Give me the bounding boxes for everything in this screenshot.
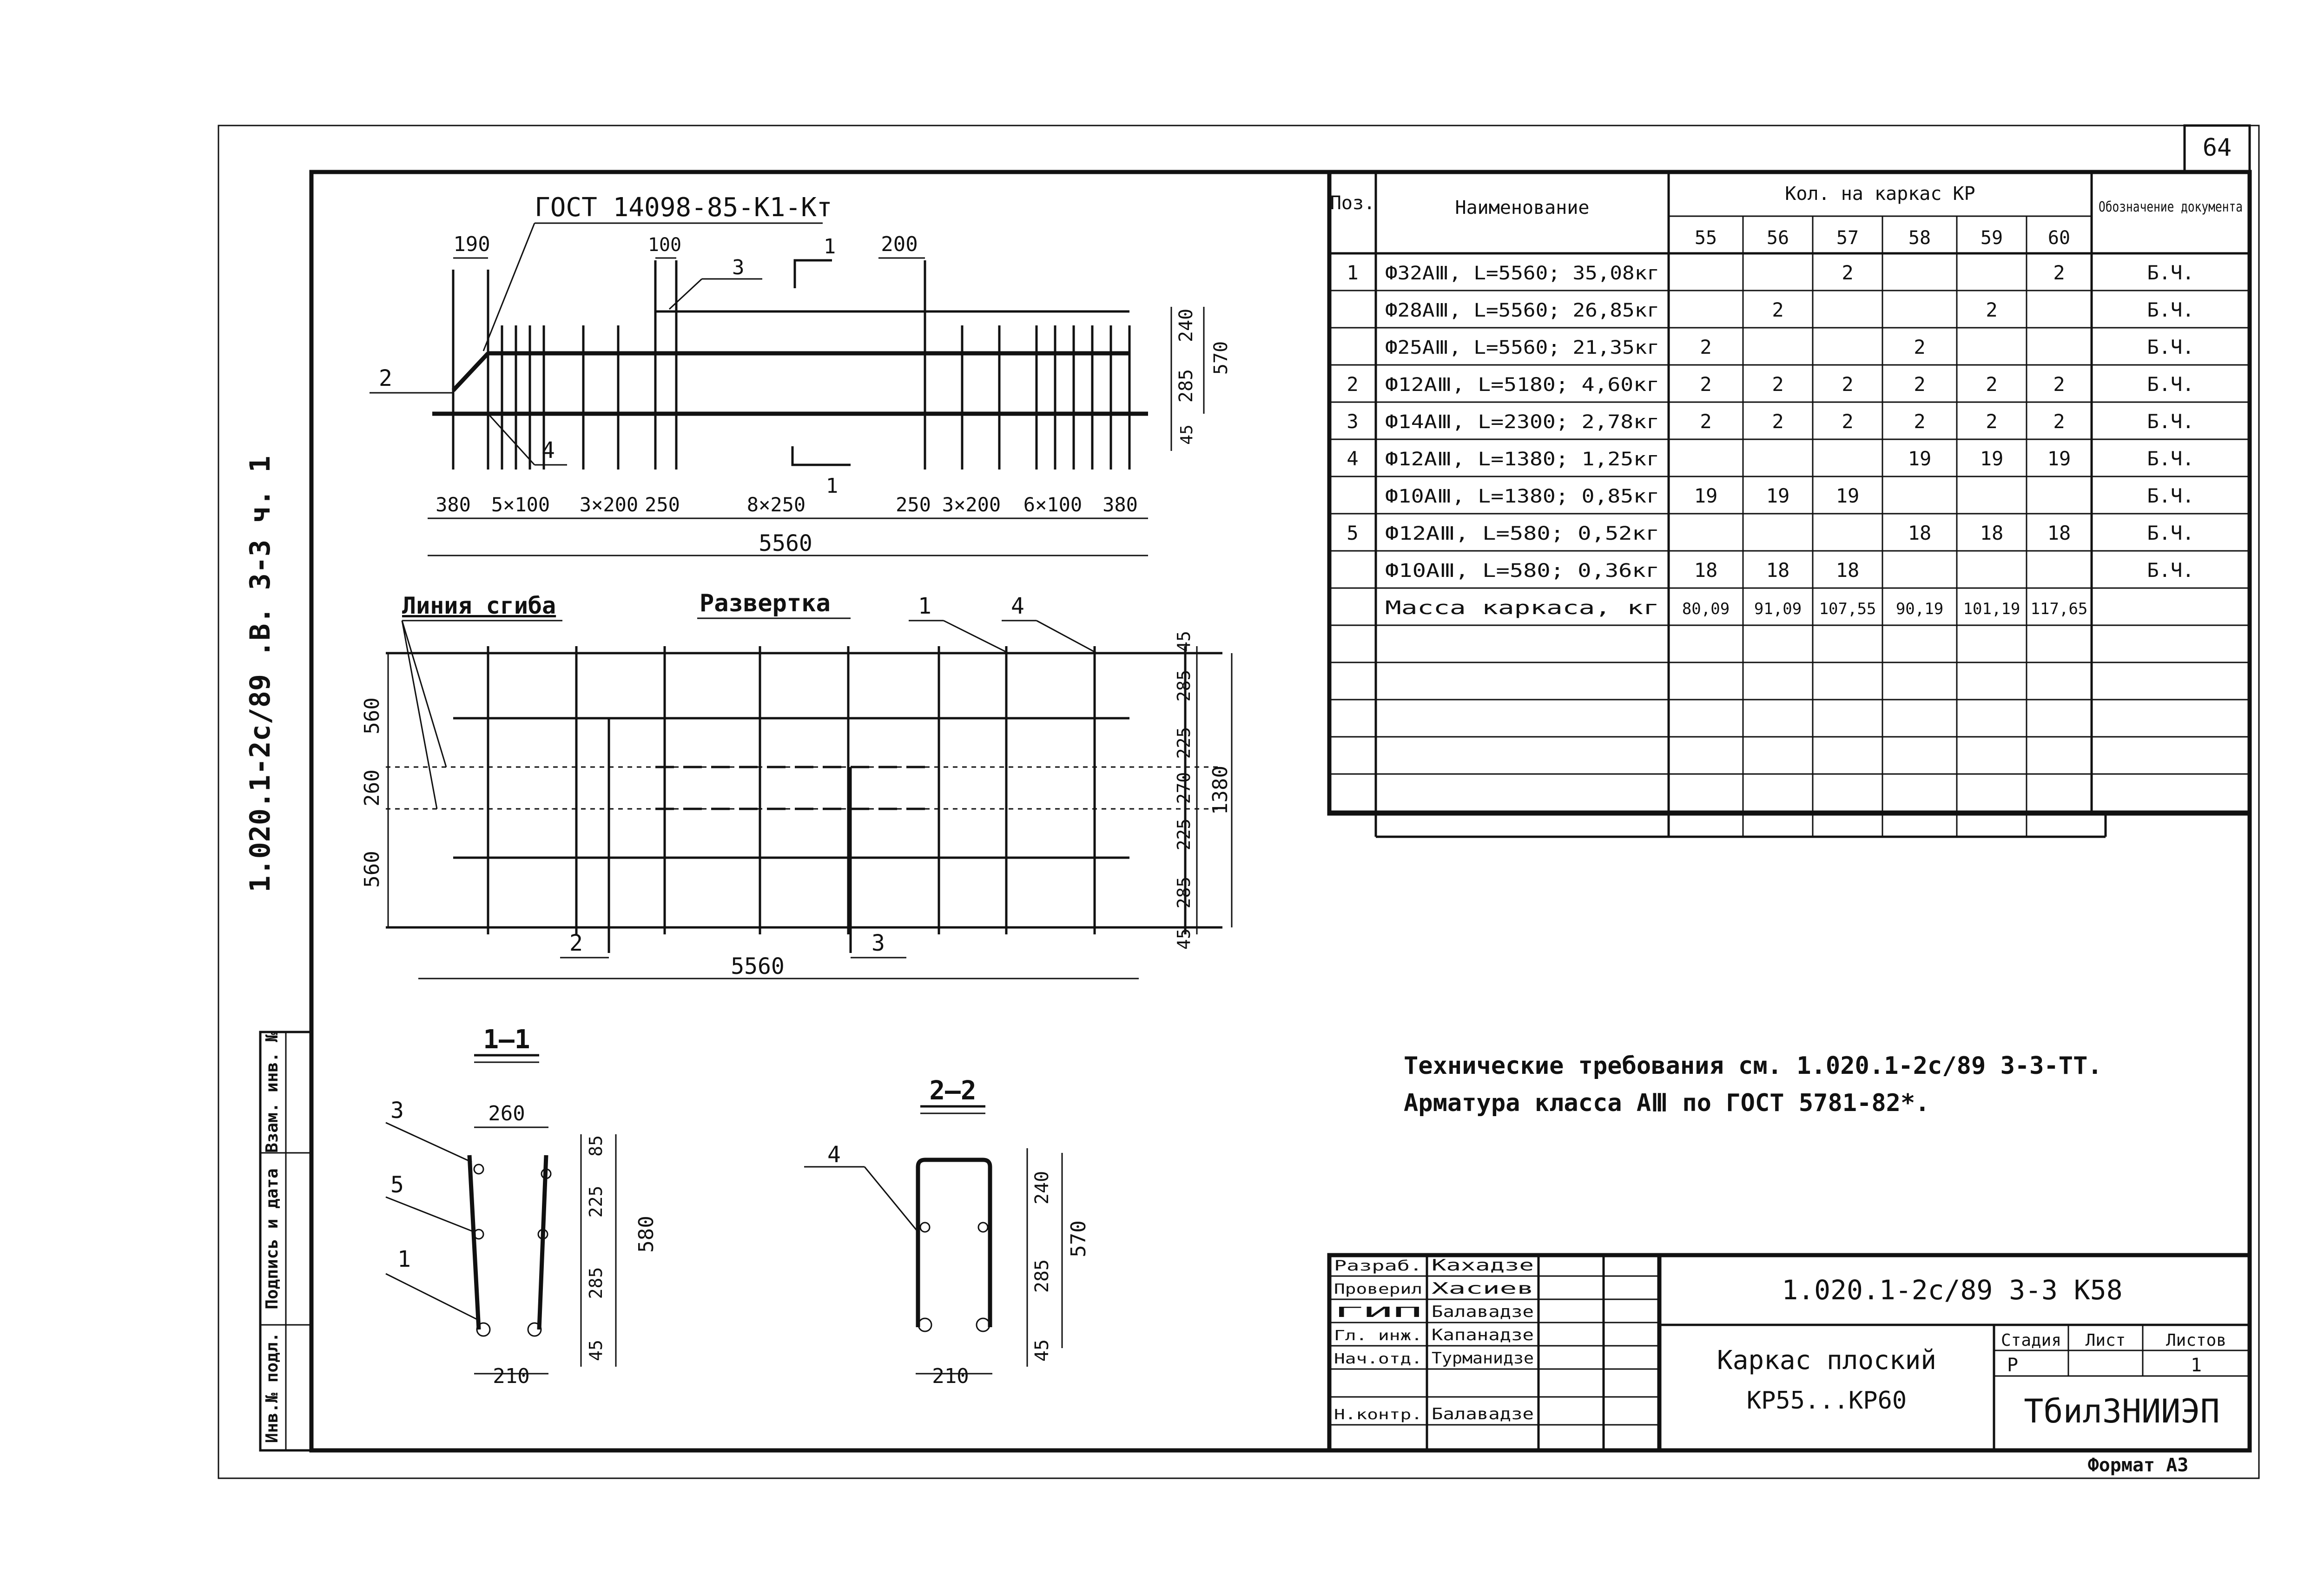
spec-row-qty: 2 [1700,373,1712,396]
dim-570: 570 [1210,341,1232,375]
dev-total-length: 5560 [731,953,785,979]
spec-row-qty: 2 [1986,373,1998,396]
section-2-callout-4: 4 [827,1142,841,1168]
section-2-dim-285: 285 [1031,1259,1053,1293]
dev-right-dim-6: 285 [1174,876,1194,909]
spec-row-qty: 18 [1835,559,1860,582]
qty-col-header: 60 [2047,227,2071,249]
bottom-dim-4: 250 [645,493,680,516]
dev-right-total: 1380 [1208,766,1232,815]
sheets-value: 1 [2190,1355,2202,1376]
title-person: Хасиев [1432,1279,1534,1298]
section-2-total: 570 [1067,1220,1090,1257]
spec-row-qty: 2 [2053,410,2065,433]
dim-200: 200 [881,232,918,256]
spec-row-qty: 2 [1700,336,1712,358]
sheet-header: Лист [2085,1331,2126,1350]
qty-col-header: 58 [1908,227,1931,249]
section-1-1 [386,1025,658,1388]
dev-callout-4: 4 [1011,593,1024,619]
spec-row-qty: 18 [1980,522,2004,544]
development-bars [488,646,1185,953]
spec-row-name: Ф28АⅢ, L=5560; 26,85кг [1385,300,1659,321]
spec-row-name: Ф10АⅢ, L=580; 0,36кг [1385,560,1659,582]
title-person: Турманидзе [1432,1349,1534,1368]
spec-row-doc: Б.Ч. [2147,484,2194,507]
sheets-header: Листов [2166,1331,2227,1350]
title-role: Разраб. [1334,1258,1422,1274]
left-stamp-strip [260,1032,311,1450]
dev-right-dim-2: 285 [1174,669,1194,702]
dev-right-dim-7: 45 [1174,928,1194,950]
section-mark-bottom: 1 [825,474,838,498]
section-mark-top: 1 [823,235,836,258]
spec-row-qty: 2 [1772,298,1784,321]
spec-row-name: Ф12АⅢ, L=5180; 4,60кг [1385,374,1659,396]
spec-row-qty: 117,65 [2030,600,2088,618]
spec-row-doc: Б.Ч. [2147,373,2194,396]
strip-label-sign: Подпись и дата [263,1168,282,1310]
bottom-dim-3: 3×200 [579,493,639,516]
spec-row-qty: 2 [1772,410,1784,433]
qty-col-header: 55 [1694,227,1717,249]
spec-row-doc: Б.Ч. [2147,447,2194,470]
qty-col-header: 59 [1980,227,2003,249]
development-title: Развертка [700,589,831,617]
section-2-dim-240: 240 [1031,1171,1053,1205]
spec-row-name: Ф32АⅢ, L=5560; 35,08кг [1385,263,1659,284]
spec-row-name: Ф25АⅢ, L=5560; 21,35кг [1385,337,1659,358]
section-1-total: 580 [634,1216,658,1253]
spec-row-qty: 19 [1694,484,1718,507]
dev-callout-2: 2 [569,930,583,956]
header-pos: Поз. [1330,192,1375,214]
strip-label-inv: Инв.№ подл. [263,1332,282,1443]
development-view [360,589,1232,979]
title-role: ГИП [1334,1304,1422,1321]
section-1-dim-285: 285 [586,1267,606,1299]
sheet-number-box [2185,126,2250,172]
spec-row-qty: 2 [1986,298,1998,321]
bottom-dim-9: 380 [1103,493,1138,516]
spec-row-qty: 2 [1700,410,1712,433]
dev-callout-1: 1 [918,593,931,619]
spec-row-pos: 1 [1347,261,1359,284]
bottom-dim-7: 3×200 [942,493,1001,516]
side-document-code: 1.020.1-2с/89 .В. 3-3 ч. 1 [244,456,277,893]
spec-row-pos: 4 [1347,447,1359,470]
spec-row-qty: 2 [1914,373,1926,396]
doc-code: 1.020.1-2с/89 3-3 К58 [1782,1274,2123,1306]
spec-row-name: Ф14АⅢ, L=2300; 2,78кг [1385,411,1659,433]
section-1-dim-top: 260 [488,1102,525,1125]
section-1-title: 1–1 [483,1025,530,1055]
spec-row-qty: 2 [1914,336,1926,358]
elevation-total-length: 5560 [759,530,812,556]
spec-row-doc: Б.Ч. [2147,559,2194,582]
section-1-dim-bottom: 210 [493,1364,530,1388]
section-1-dim-45: 45 [586,1340,606,1361]
spec-table [1329,172,2250,837]
dev-left-dim-560b: 560 [360,851,384,888]
section-1-dim-85: 85 [586,1135,606,1157]
dev-left-dim-560a: 560 [360,697,384,734]
spec-row-qty: 2 [1842,261,1854,284]
stage-value: Р [2007,1355,2019,1376]
note-1: Технические требования см. 1.020.1-2с/89 3-3-ТТ. [1404,1052,2102,1080]
dim-240: 240 [1175,308,1197,343]
title-role: Н.контр. [1334,1407,1422,1423]
sheet-number: 64 [2202,134,2232,162]
stage-header: Стадия [2000,1331,2062,1350]
title-line-1: Каркас плоский [1717,1345,1937,1376]
spec-row-name: Ф10АⅢ, L=1380; 0,85кг [1385,486,1659,507]
spec-row-qty: 19 [1980,447,2004,470]
qty-col-header: 57 [1836,227,1859,249]
dim-100: 100 [647,234,682,256]
dev-left-dim-260: 260 [360,769,384,807]
callout-4: 4 [541,437,555,463]
dim-190: 190 [453,232,490,256]
spec-row-qty: 2 [1772,373,1784,396]
strip-label-replace: Взам. инв. № [263,1032,282,1153]
spec-row-pos: 5 [1347,522,1359,544]
title-role: Нач.отд. [1334,1351,1422,1367]
title-person: Капанадзе [1432,1326,1534,1344]
notes [1404,1052,2102,1117]
spec-row-name: Ф12АⅢ, L=580; 0,52кг [1385,523,1659,544]
header-qty: Кол. на каркас КР [1785,183,1975,205]
spec-row-qty: 90,19 [1895,600,1944,618]
callout-2: 2 [379,365,392,391]
spec-row-doc: Б.Ч. [2147,298,2194,321]
spec-row-doc: Б.Ч. [2147,261,2194,284]
elevation-view [370,192,1232,556]
dev-right-dim-4: 270 [1174,772,1194,804]
section-2-dim-bottom: 210 [932,1364,969,1388]
spec-row-qty: 2 [2053,261,2065,284]
spec-row-qty: 2 [1842,373,1854,396]
title-role: Гл. инж. [1334,1328,1422,1344]
dim-45: 45 [1177,424,1196,445]
spec-row-qty: 18 [1694,559,1718,582]
spec-row-qty: 18 [2047,522,2071,544]
spec-row-pos: 3 [1347,410,1359,433]
bottom-dim-5: 8×250 [746,493,806,516]
section-1-callout-5: 5 [390,1172,404,1198]
spec-row-doc: Б.Ч. [2147,336,2194,358]
dev-right-dim-5: 225 [1174,818,1194,851]
spec-row-qty: 2 [1986,410,1998,433]
section-2-2 [804,1076,1090,1388]
spec-row-name: Масса каркаса, кг [1385,597,1659,619]
fold-line-label: Линия сгиба [402,592,556,619]
spec-row-name: Ф12АⅢ, L=1380; 1,25кг [1385,449,1659,470]
section-1-callout-1: 1 [397,1246,411,1272]
dev-right-dim-1: 45 [1174,631,1194,652]
spec-row-qty: 19 [2047,447,2071,470]
title-person: Балавадзе [1432,1303,1534,1321]
title-person: Балавадзе [1432,1405,1534,1423]
spec-row-qty: 80,09 [1682,600,1730,618]
title-block [1329,1255,2250,1476]
bottom-dim-2: 5×100 [491,493,550,516]
spec-row-qty: 2 [1842,410,1854,433]
bottom-dim-8: 6×100 [1023,493,1083,516]
gost-label: ГОСТ 14098-85-К1-Кт [535,192,832,223]
dim-285: 285 [1175,369,1197,403]
spec-row-doc: Б.Ч. [2147,522,2194,544]
title-role: Проверил [1334,1281,1422,1297]
note-2: Арматура класса АⅢ по ГОСТ 5781-82*. [1404,1089,1930,1117]
spec-row-qty: 19 [1908,447,1932,470]
spec-row-qty: 18 [1766,559,1790,582]
title-line-2: КР55...КР60 [1746,1387,1907,1415]
section-2-dim-45: 45 [1031,1339,1053,1362]
dev-right-dim-3: 225 [1174,727,1194,759]
spec-row-qty: 19 [1766,484,1790,507]
section-2-title: 2–2 [929,1076,977,1106]
title-person: Кахадзе [1432,1256,1534,1275]
spec-row-qty: 91,09 [1754,600,1802,618]
dev-callout-3: 3 [872,930,885,956]
spec-row-doc: Б.Ч. [2147,410,2194,433]
qty-col-header: 56 [1766,227,1789,249]
spec-row-qty: 2 [2053,373,2065,396]
spec-row-qty: 19 [1835,484,1860,507]
spec-row-qty: 2 [1914,410,1926,433]
spec-row-qty: 18 [1908,522,1932,544]
format-label: Формат А3 [2087,1455,2189,1476]
callout-3: 3 [732,256,745,279]
spec-row-pos: 2 [1347,373,1359,396]
header-name: Наименование [1455,197,1590,218]
bottom-dim-1: 380 [436,493,471,516]
section-1-callout-3: 3 [390,1098,404,1124]
section-1-dim-225: 225 [586,1185,606,1218]
spec-row-qty: 107,55 [1819,600,1876,618]
organization: ТбилЗНИИЭП [2024,1392,2220,1430]
header-doc: Обозначение документа [2099,199,2243,215]
bottom-dim-6: 250 [896,493,931,516]
spec-row-qty: 101,19 [1963,600,2020,618]
